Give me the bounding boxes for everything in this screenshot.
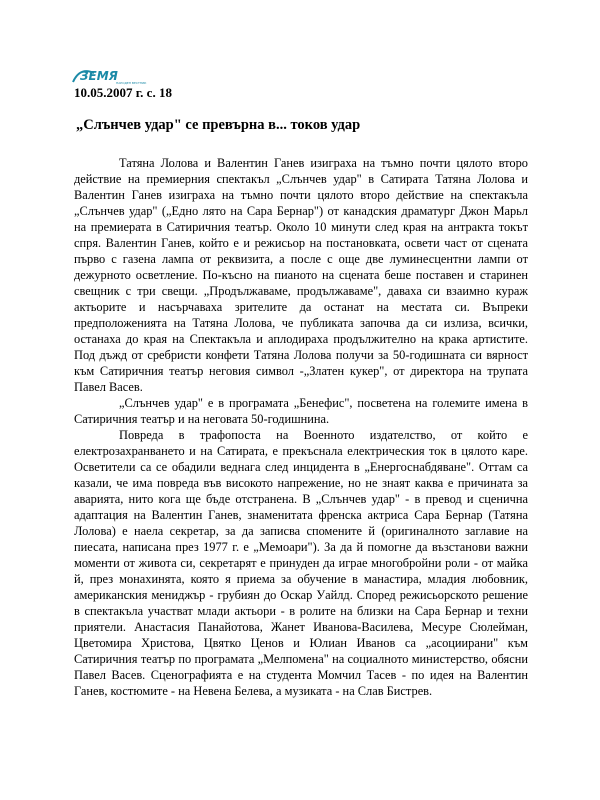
- logo-subtext: НАРОДЕН ВЕСТНИК: [116, 81, 147, 85]
- newspaper-logo: [72, 68, 148, 86]
- article-paragraph: Татяна Лолова и Валентин Ганев изиграха на тъмно почти цялото второ действие на премиерния спектакъл „Слънчев удар" в Сатирата Татяна Лолова и Валентин Ганев изиграха на тъмно почти цялото второ действие на спектакъла „Слънчев удар" („Едно лято на Сара Бернар") от канадския драматург Джон Марьл на премиерата в Сатиричния театър. Около 10 минути след края на антракта токът спря. Валентин Ганев, който е и режисьор на постановката, освети част от сцената първо с газена лампа от реквизита, а после с още две луминесцентни лампи от дежурното осветление. По-късно на пианото на сцената беше поставен и старинен свещник с три свещи. „Продължаваме, продължаваме", даваха си взаимно кураж актьорите и насърчаваха зрителите да останат на местата си. Въпреки предположенията на Татяна Лолова, че публиката започва да си излиза, всички, останаха до края на Спектакъла и аплодираха продължително на крака артистите. Под дъжд от сребристи конфети Татяна Лолова получи за 50-годишната си вярност към Сатиричния театър неговия символ -„Златен кукер", от директора на трупата Павел Васев.: [74, 156, 528, 394]
- article-paragraph: Повреда в трафопоста на Военното издателство, от който е електрозахранването и на Сатирата, е прекъснала електрическия ток в цялото каре. Осветители са се обадили веднага след инцидента в „Енергоснабдяване". Оттам са казали, че има повреда във високото напрежение, но не знаят каква е причината за аварията, нито кога ще бъде отстранена. В „Слънчев удар" - в превод и сценична адаптация на Валентин Ганев, знаменитата френска актриса Сара Бернар (Татяна Лолова) е наела секретар, за да записва спомените й (оригиналното заглавие на пиесата, написана през 1977 г. е „Мемоари"). За да й помогне да възстанови важни моменти от живота си, секретарят е принуден да играе многобройни роли - от майка й, през монахинята, която я приема за обучение в манастира, младия любовник, американския мениджър - грубиян до Оскар Уайлд. Според режисьорското решение в спектакъла участват млади актьори - в ролите на близки на Сара Бернар и техни приятели. Анастасия Панайотова, Жанет Иванова-Василева, Месуре Сюлейман, Цветомира Христова, Цвятко Ценов и Юлиан Иванов са „асоциирани" към Сатиричния театър по програмата „Мелпомена" на социалното министерство, обясни Павел Васев. Сценографията е на студента Момчил Тасев - по идея на Валентин Ганев, костюмите - на Невена Белева, а музиката - на Слав Бистрев.: [74, 428, 528, 698]
- logo-text: ЗЕМЯ: [80, 69, 118, 83]
- article-headline: „Слънчев удар" се превърна в... токов удар: [76, 117, 361, 133]
- newspaper-logo-graphic: [72, 68, 148, 86]
- article-paragraph: „Слънчев удар" е в програмата „Бенефис", посветена на големите имена в Сатиричния театър и на неговата 50-годишнина.: [74, 396, 528, 426]
- article-body: [74, 155, 528, 699]
- publication-dateline: 10.05.2007 г. с. 18: [74, 85, 172, 100]
